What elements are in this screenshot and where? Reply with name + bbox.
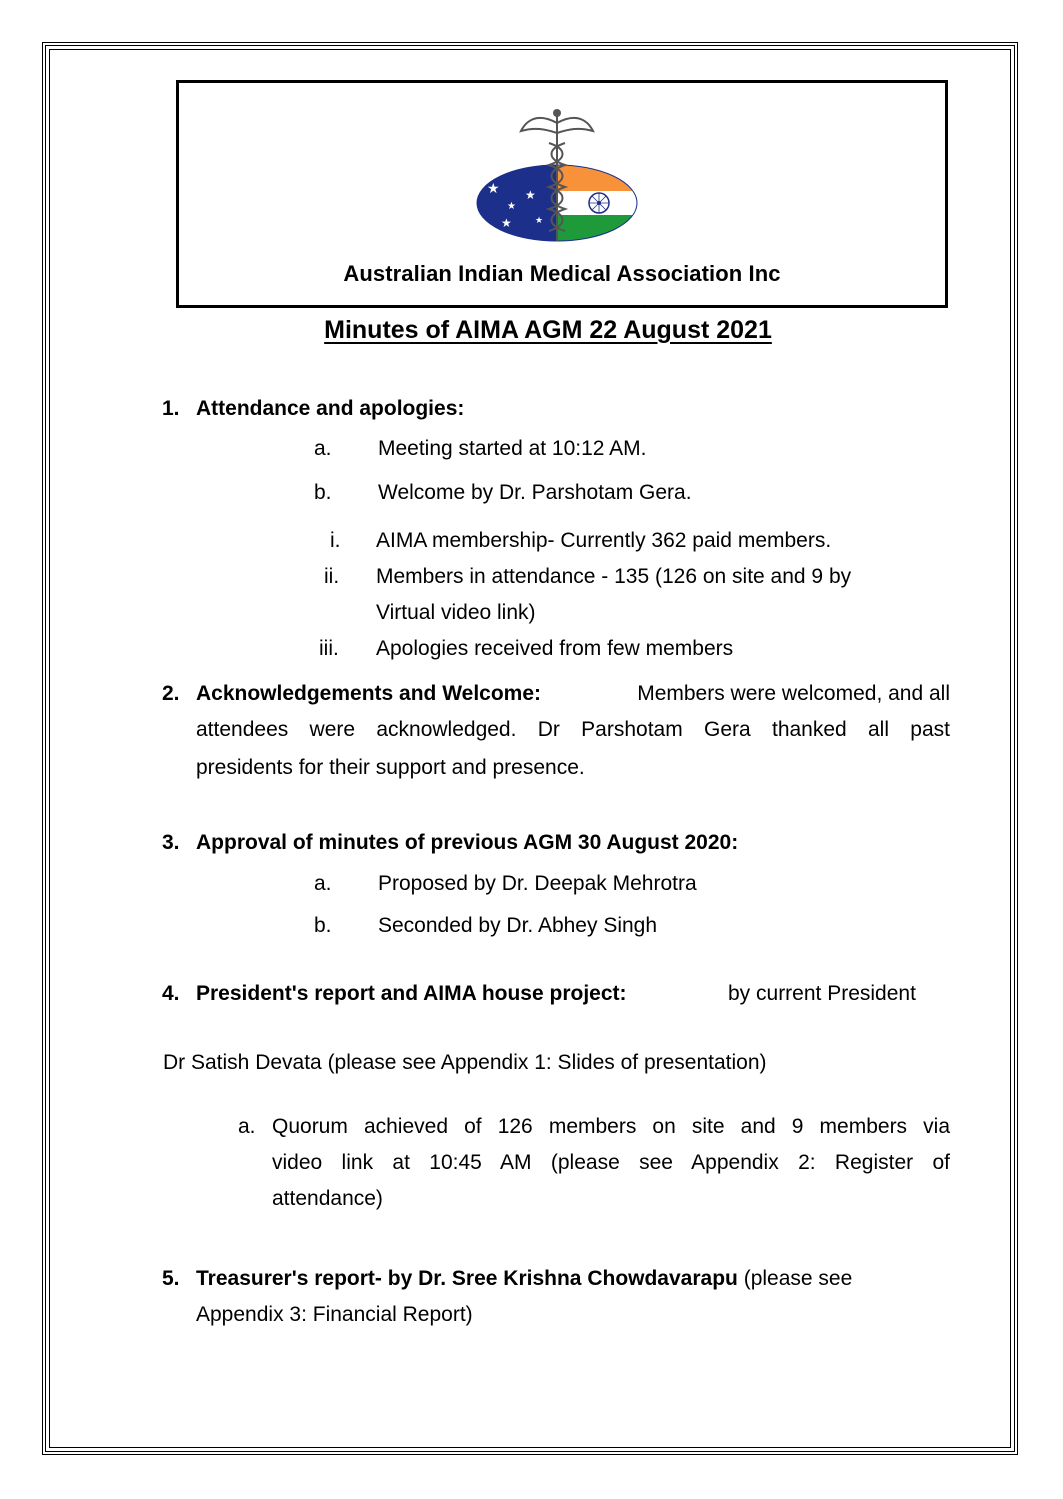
section-2-heading: Acknowledgements and Welcome: [196,682,542,705]
letterhead [176,80,948,308]
aima-logo-icon [475,103,639,243]
s3-item-b-text: Seconded by Dr. Abhey Singh [378,914,658,937]
s1-item-a-text: Meeting started at 10:12 AM. [378,437,647,460]
s3-item-a-text: Proposed by Dr. Deepak Mehrotra [378,872,697,895]
section-5-heading: Treasurer's report- by Dr. Sree Krishna Chowdavarapu [196,1267,738,1290]
section-3-heading: Approval of minutes of previous AGM 30 August 2020: [196,831,739,854]
svg-text:★: ★ [501,216,512,230]
section-4-presenter: Dr Satish Devata (please see Appendix 1: Slides of presentation) [163,1051,767,1074]
svg-text:★: ★ [525,188,536,202]
s4-item-a-marker: a. [238,1115,256,1138]
section-3-number: 3. [162,831,180,854]
section-4-number: 4. [162,982,180,1005]
s3-item-b-marker: b. [314,914,332,937]
s1-item-a-marker: a. [314,437,332,460]
s1-subitem-ii-marker: ii. [324,565,340,588]
section-1-heading: Attendance and apologies: [196,397,465,420]
section-5-line-2: Appendix 3: Financial Report) [196,1303,473,1326]
svg-text:★: ★ [487,181,500,197]
s1-item-b-text: Welcome by Dr. Parshotam Gera. [378,481,692,504]
svg-text:★: ★ [535,216,544,226]
section-5-rest: (please see [743,1267,853,1290]
s1-subitem-iii-text: Apologies received from few members [376,637,734,660]
s1-subitem-ii-text: Members in attendance - 135 (126 on site and 9 by [376,565,852,588]
section-4-by: by current President [728,982,916,1005]
section-5-line-1 [196,1266,852,1292]
document-title: Minutes of AIMA AGM 22 August 2021 [324,316,772,344]
s4-item-a-line-3: attendance) [272,1187,383,1210]
s1-subitem-iii-marker: iii. [319,637,339,660]
s1-subitem-i-text: AIMA membership- Currently 362 paid members. [376,529,832,552]
section-1-number: 1. [162,397,180,420]
s1-subitem-ii-text-cont: Virtual video link) [376,601,536,624]
section-2-line-3: presidents for their support and presence. [196,756,585,779]
section-2-line-1-rest: Members were welcomed, and all [637,682,950,705]
s4-item-a-line-1: Quorum achieved of 126 members on site and 9 members via [272,1115,950,1138]
section-2-line-1 [196,681,950,707]
organization-name: Australian Indian Medical Association Inc [343,261,781,286]
s3-item-a-marker: a. [314,872,332,895]
s4-item-a-line-2: video link at 10:45 AM (please see Appendix 2: Register of [272,1151,950,1174]
s1-subitem-i-marker: i. [330,529,341,552]
svg-text:★: ★ [507,201,516,212]
section-2-line-2: attendees were acknowledged. Dr Parshotam Gera thanked all past [196,718,950,741]
s1-item-b-marker: b. [314,481,332,504]
section-5-number: 5. [162,1267,180,1290]
section-4-heading: President's report and AIMA house project: [196,982,627,1005]
section-2-number: 2. [162,682,180,705]
